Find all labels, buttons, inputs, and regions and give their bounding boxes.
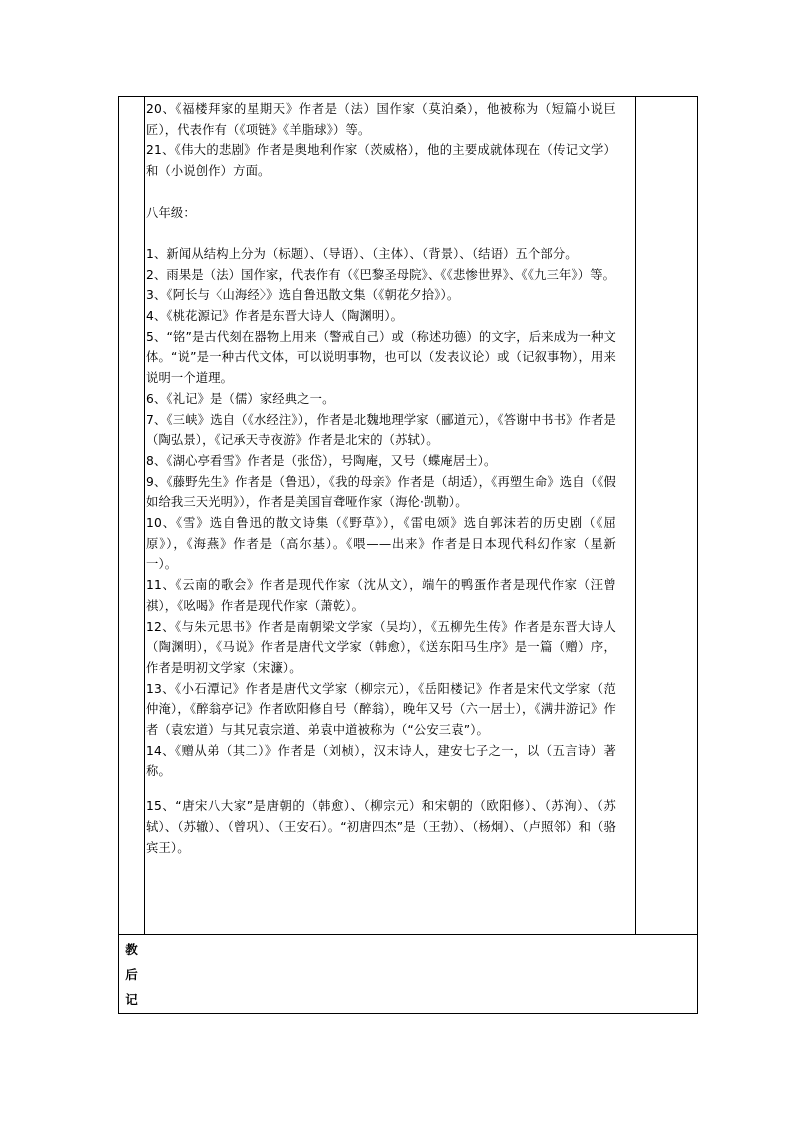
blank-line [146, 182, 616, 203]
grade-heading: 八年级： [146, 205, 196, 220]
note-line-8: 8、《湖心亭看雪》作者是（张岱），号陶庵，又号（蝶庵居士）。 [146, 453, 497, 468]
note-line-5: 5、“铭”是古代刻在器物上用来（警戒自己）或（称述功德）的文字，后来成为一种文体。“说”是一种古代文体，可以说明事物，也可以（发表议论）或（记叙事物），用来说明一个道理。 [146, 329, 616, 386]
lesson-plan-table [118, 96, 698, 1014]
row-divider [119, 934, 697, 935]
note-line-13: 13、《小石潭记》作者是唐代文学家（柳宗元），《岳阳楼记》作者是宋代文学家（范仲淹），《醉翁亭记》作者欧阳修自号（醉翁），晚年又号（六一居士），《满井游记》作者（袁宏道）与其兄袁宗道、弟袁中道被称为（“公安三袁”）。 [146, 681, 616, 738]
note-line-6: 6、《礼记》是（儒）家经典之一。 [146, 391, 335, 406]
after-class-notes-label [119, 935, 144, 1013]
label-char-3: 记 [125, 991, 138, 1007]
notes-content [146, 99, 616, 858]
label-char-1: 教 [125, 941, 138, 957]
note-line-21: 21、《伟大的悲剧》作者是奥地利作家（茨威格），他的主要成就体现在（传记文学）和（小说创作）方面。 [146, 143, 616, 179]
blank-line [146, 223, 616, 244]
column-divider-right [635, 97, 636, 934]
column-divider-left [144, 97, 145, 934]
note-line-3: 3、《阿长与〈山海经〉》选自鲁迅散文集（《朝花夕拾》）。 [146, 288, 460, 303]
note-line-14: 14、《赠从弟（其二）》作者是（刘桢），汉末诗人，建安七子之一，以（五言诗）著称。 [146, 743, 616, 779]
note-line-12: 12、《与朱元思书》作者是南朝梁文学家（吴均），《五柳先生传》作者是东晋大诗人（陶渊明），《马说》作者是唐代文学家（韩愈），《送东阳马生序》是一篇（赠）序，作者是明初文学家（宋濂）。 [146, 619, 616, 675]
note-line-10: 10、《雪》选自鲁迅的散文诗集（《野草》），《雷电颂》选自郭沫若的历史剧（《屈原》），《海燕》作者是（高尔基）。《喂——出来》作者是日本现代科幻作家（星新一）。 [146, 516, 616, 572]
note-line-11: 11、《云南的歌会》作者是现代作家（沈从文），端午的鸭蛋作者是现代作家（汪曾祺），《吆喝》作者是现代作家（萧乾）。 [146, 578, 616, 613]
note-line-15: 15、“唐宋八大家”是唐朝的（韩愈）、（柳宗元）和宋朝的（欧阳修）、（苏洵）、（苏轼）、（苏辙）、（曾巩）、（王安石）。“初唐四杰”是（王勃）、（杨炯）、（卢照邻）和（骆宾王）。 [146, 799, 616, 855]
note-line-2: 2、雨果是（法）国作家，代表作有（《巴黎圣母院》、《《悲惨世界》、《《九三年》）等。 [146, 267, 616, 282]
note-line-20: 20、《福楼拜家的星期天》作者是（法）国作家（莫泊桑），他被称为（短篇小说巨匠），代表作有（《项链》《羊脂球》）等。 [146, 102, 616, 137]
note-line-7: 7、《三峡》选自（《水经注》），作者是北魏地理学家（郦道元），《答谢中书书》作者是（陶弘景），《记承天寺夜游》作者是北宋的（苏轼）。 [146, 412, 616, 448]
label-char-2: 后 [125, 966, 138, 982]
note-line-1: 1、新闻从结构上分为（标题）、（导语）、（主体）、（背景）、（结语）五个部分。 [146, 246, 578, 261]
note-line-9: 9、《藤野先生》作者是（鲁迅），《我的母亲》作者是（胡适），《再塑生命》选自（《假如给我三天光明》），作者是美国盲聋哑作家（海伦·凯勒）。 [146, 474, 616, 510]
note-line-4: 4、《桃花源记》作者是东晋大诗人（陶渊明）。 [146, 309, 404, 323]
blank-line [146, 782, 616, 796]
